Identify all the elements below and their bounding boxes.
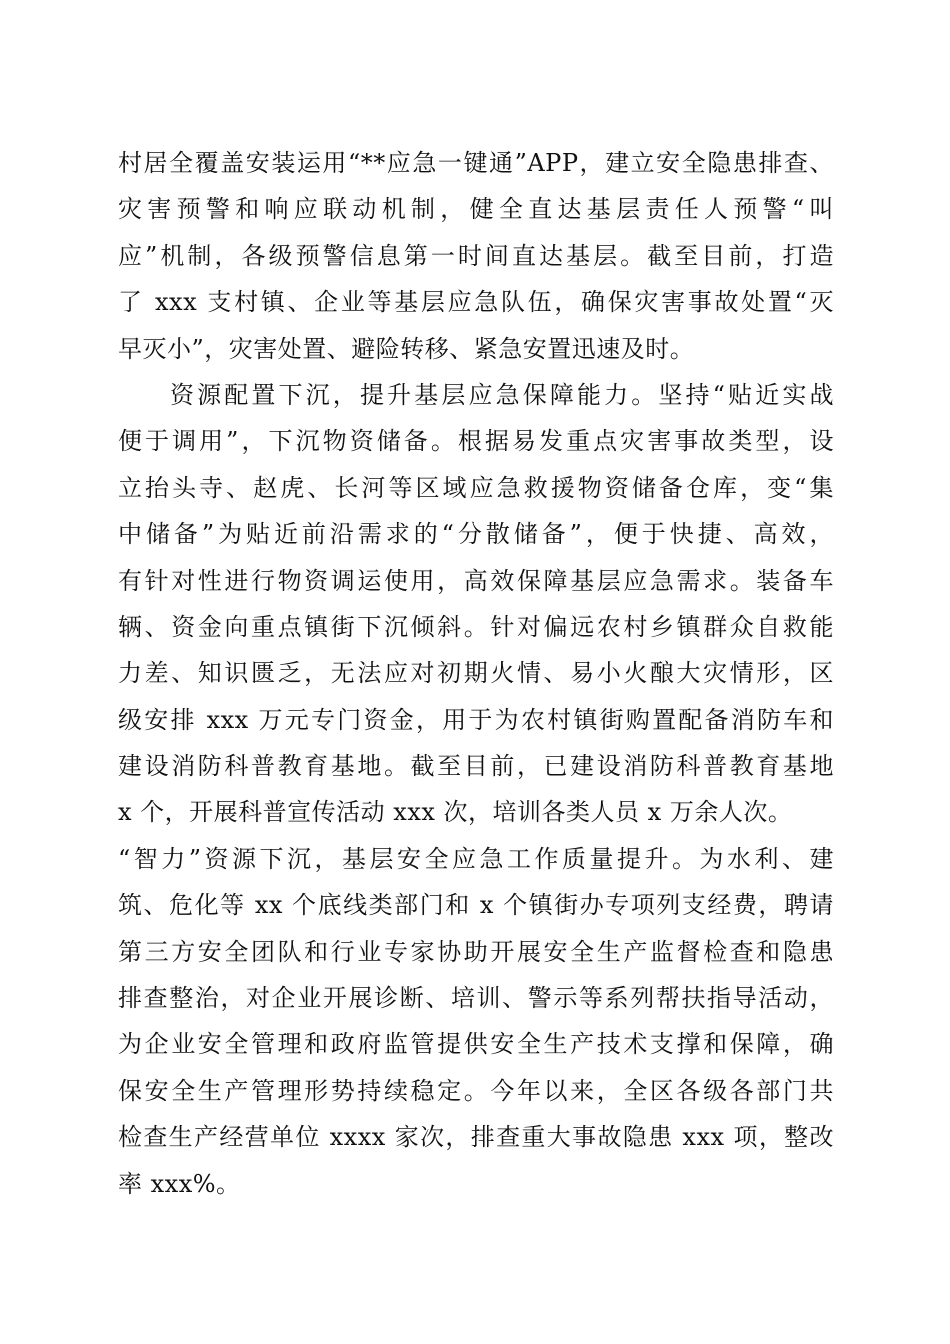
text-line-23: 率 xxx%。 bbox=[118, 1169, 241, 1198]
text-line-15: x 个，开展科普宣传活动 xxx 次，培训各类人员 x 万余人次。 bbox=[118, 798, 793, 827]
text-line-21: 保安全生产管理形势持续稳定。今年以来，全区各级各部门共 bbox=[118, 1076, 834, 1105]
text-line-6: 资源配置下沉，提升基层应急保障能力。坚持“贴近实战 bbox=[170, 380, 834, 409]
text-line-3: 应”机制，各级预警信息第一时间直达基层。截至目前，打造 bbox=[118, 241, 834, 270]
text-line-17: 筑、危化等 xx 个底线类部门和 x 个镇街办专项列支经费，聘请 bbox=[118, 891, 834, 920]
text-line-5: 早灭小”，灾害处置、避险转移、紧急安置迅速及时。 bbox=[118, 334, 695, 363]
text-line-7: 便于调用”，下沉物资储备。根据易发重点灾害事故类型，设 bbox=[118, 427, 834, 456]
text-line-20: 为企业安全管理和政府监管提供安全生产技术支撑和保障，确 bbox=[118, 1030, 834, 1059]
text-line-11: 辆、资金向重点镇街下沉倾斜。针对偏远农村乡镇群众自救能 bbox=[118, 612, 834, 641]
text-line-8: 立抬头寺、赵虎、长河等区域应急救援物资储备仓库，变“集 bbox=[118, 473, 834, 502]
text-line-12: 力差、知识匮乏，无法应对初期火情、易小火酿大灾情形，区 bbox=[118, 659, 834, 688]
text-line-16: “智力”资源下沉，基层安全应急工作质量提升。为水利、建 bbox=[118, 844, 834, 873]
text-line-2: 灾害预警和响应联动机制，健全直达基层责任人预警“叫 bbox=[118, 195, 834, 224]
text-line-18: 第三方安全团队和行业专家协助开展安全生产监督检查和隐患 bbox=[118, 937, 834, 966]
text-line-19: 排查整治，对企业开展诊断、培训、警示等系列帮扶指导活动， bbox=[118, 984, 834, 1013]
text-line-22: 检查生产经营单位 xxxx 家次，排查重大事故隐患 xxx 项，整改 bbox=[118, 1123, 834, 1152]
text-line-14: 建设消防科普教育基地。截至目前，已建设消防科普教育基地 bbox=[118, 752, 834, 781]
text-line-9: 中储备”为贴近前沿需求的“分散储备”，便于快捷、高效， bbox=[118, 520, 834, 549]
text-line-13: 级安排 xxx 万元专门资金，用于为农村镇街购置配备消防车和 bbox=[118, 705, 834, 734]
text-line-10: 有针对性进行物资调运使用，高效保障基层应急需求。装备车 bbox=[118, 566, 834, 595]
text-line-1: 村居全覆盖安装运用“**应急一键通”APP，建立安全隐患排查、 bbox=[118, 149, 834, 177]
body-text bbox=[118, 140, 834, 1207]
text-line-4: 了 xxx 支村镇、企业等基层应急队伍，确保灾害事故处置“灭 bbox=[118, 288, 834, 317]
